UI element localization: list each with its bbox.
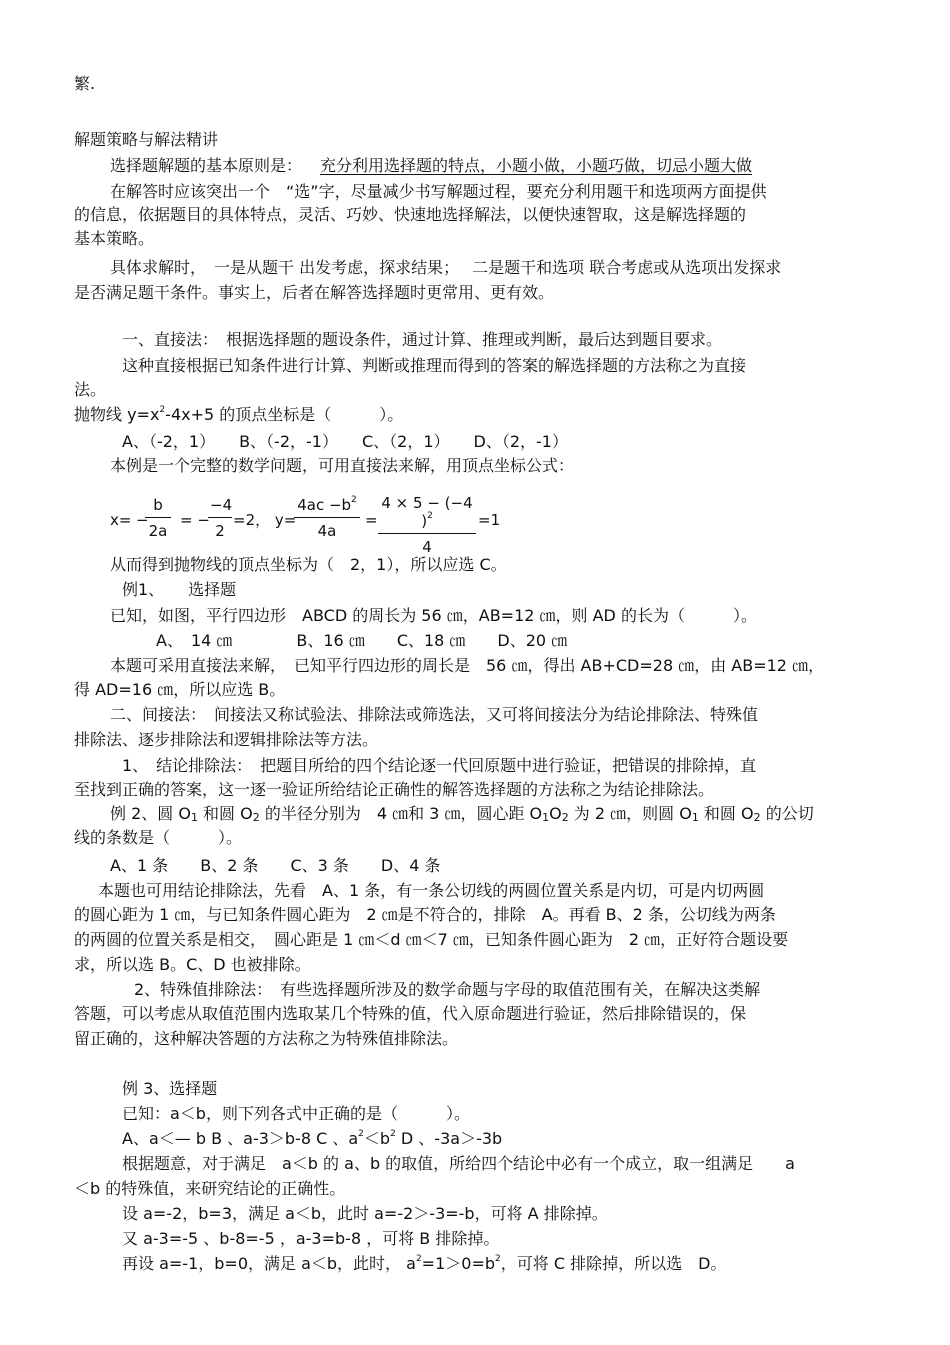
text-line: 得 AD=16 ㎝，所以应选 B。 bbox=[74, 680, 286, 699]
fraction-minus4-2 bbox=[208, 496, 232, 540]
subscript: 1 bbox=[691, 811, 699, 824]
text-line: 具体求解时， 一是从题干 出发考虑，探求结果； 二是题干和选项 联合考虑或从选项出发探求 bbox=[110, 258, 782, 277]
subscript: 2 bbox=[753, 811, 761, 824]
subscript: 1 bbox=[542, 811, 550, 824]
formula-minus: − bbox=[136, 511, 149, 529]
text-line: 答题，可以考虑从取值范围内选取某几个特殊的值，代入原命题进行验证，然后排除错误的，保 bbox=[74, 1004, 747, 1023]
text-line: 的两圆的位置关系是相交， 圆心距是 1 ㎝＜d ㎝＜7 ㎝，已知条件圆心距为 2 ㎝，正好符合题设要 bbox=[74, 930, 789, 949]
fraction-denominator: 2 bbox=[215, 522, 225, 540]
superscript: 2 bbox=[351, 495, 357, 505]
text-line: 设 a=-2，b=3，满足 a＜b，此时 a=-2＞-3=-b，可将 A 排除掉。 bbox=[122, 1204, 608, 1223]
text-line: 本题可采用直接法来解， 已知平行四边形的周长是 56 ㎝，得出 AB+CD=28 ㎝，由 AB=12 ㎝， bbox=[110, 656, 825, 675]
question-part: 的公切 bbox=[760, 804, 814, 823]
options-line: A、（-2，1） B、（-2，-1） C、（2，1） D、（2，-1） bbox=[122, 432, 568, 451]
text-line: 这种直接根据已知条件进行计算、判断或推理而得到的答案的解选择题的方法称之为直接 bbox=[122, 356, 747, 375]
numerator-text: 4 × 5 − (−4 ) bbox=[381, 494, 473, 530]
subsection-special-value-elimination: 2、特殊值排除法： 有些选择题所涉及的数学命题与字母的取值范围有关，在解决这类解 bbox=[134, 980, 761, 999]
superscript: 2 bbox=[427, 511, 433, 521]
subscript: 2 bbox=[252, 811, 260, 824]
text-line: 本例是一个完整的数学问题，可用直接法来解，用顶点坐标公式： bbox=[110, 456, 575, 475]
text-line: 从而得到抛物线的顶点坐标为（ 2，1），所以应选 C。 bbox=[110, 555, 507, 574]
text-part: 再设 a=-1，b=0，满足 a＜b，此时， a bbox=[122, 1254, 416, 1273]
text-line: 留正确的，这种解决答题的方法称之为特殊值排除法。 bbox=[74, 1029, 459, 1048]
fraction-numerator: b bbox=[145, 496, 171, 518]
text-line: 根据题意，对于满足 a＜b 的 a、b 的取值，所给四个结论中必有一个成立，取一组满足 a bbox=[122, 1154, 795, 1173]
formula-equals: = − bbox=[180, 511, 210, 529]
options-line bbox=[122, 1129, 502, 1149]
text-part: =1＞0=b bbox=[421, 1254, 496, 1273]
options-line: A、1 条 B、2 条 C、3 条 D、4 条 bbox=[110, 856, 441, 875]
question-part: 抛物线 y=x bbox=[74, 405, 160, 424]
superscript: 2 bbox=[159, 405, 166, 415]
superscript: 2 bbox=[495, 1254, 501, 1264]
superscript: 2 bbox=[390, 1129, 396, 1139]
question-line bbox=[74, 405, 403, 425]
option-part: D 、-3a＞-3b bbox=[395, 1129, 503, 1148]
text-line bbox=[110, 156, 788, 176]
text-line: 求，所以选 B。C、D 也被排除。 bbox=[74, 955, 311, 974]
fraction-numerator bbox=[378, 494, 476, 534]
question-part: 和圆 O bbox=[197, 804, 253, 823]
text-line: 至找到正确的答案，这一逐一验证所给结论正确性的解答选择题的方法称之为结论排除法。 bbox=[74, 780, 715, 799]
question-part: O bbox=[549, 804, 562, 823]
text-line: ＜b 的特殊值，来研究结论的正确性。 bbox=[74, 1179, 346, 1198]
text-line: 法。 bbox=[74, 380, 107, 399]
example-heading: 例 3、选择题 bbox=[122, 1079, 218, 1098]
question-part: 例 2、圆 O bbox=[110, 804, 191, 823]
fraction-denominator: 4a bbox=[317, 522, 337, 540]
options-line: A、 14 ㎝ B、16 ㎝ C、18 ㎝ D、20 ㎝ bbox=[156, 631, 568, 650]
text-line: 本题也可用结论排除法，先看 A、1 条，有一条公切线的两圆位置关系是内切，可是内切两圆 bbox=[98, 881, 765, 900]
fraction-denominator: 2a bbox=[148, 522, 168, 540]
principle-label: 选择题解题的基本原则是： bbox=[110, 156, 303, 175]
fraction-denominator: 4 bbox=[422, 538, 432, 556]
subscript: 1 bbox=[190, 811, 198, 824]
text-line: 的圆心距为 1 ㎝，与已知条件圆心距为 2 ㎝是不符合的，排除 A。再看 B、2 条，公切线为两条 bbox=[74, 905, 776, 924]
fraction-b-2a bbox=[145, 496, 171, 540]
option-part: ＜b bbox=[363, 1129, 391, 1148]
fraction-4ac-b2 bbox=[294, 496, 360, 540]
section-indirect-method: 二、间接法： 间接法又称试验法、排除法或筛选法，又可将间接法分为结论排除法、特殊值 bbox=[110, 705, 759, 724]
text-line bbox=[122, 1254, 726, 1274]
text-line: 在解答时应该突出一个 “选”字，尽量减少书写解题过程，要充分利用题干和选项两方面提供 bbox=[110, 182, 767, 201]
formula-x: x= bbox=[110, 511, 132, 529]
subsection-conclusion-elimination: 1、 结论排除法： 把题目所给的四个结论逐一代回原题中进行验证，把错误的排除掉，直 bbox=[122, 756, 757, 775]
question-part: 的半径分别为 4 ㎝和 3 ㎝，圆心距 O bbox=[259, 804, 543, 823]
superscript: 2 bbox=[415, 1254, 422, 1264]
question-part: 为 2 ㎝，则圆 O bbox=[568, 804, 692, 823]
question-line bbox=[110, 804, 814, 824]
formula-equals: = bbox=[365, 511, 378, 529]
superscript: 2 bbox=[358, 1129, 364, 1139]
option-part: A、a＜— b B 、a-3＞b-8 C 、a bbox=[122, 1129, 359, 1148]
text-line: 基本策略。 bbox=[74, 229, 155, 248]
formula-equals: =1 bbox=[478, 511, 501, 529]
question-line: 已知：a＜b，则下列各式中正确的是（ ）。 bbox=[122, 1104, 470, 1123]
text-line: 排除法、逐步排除法和逻辑排除法等方法。 bbox=[74, 730, 379, 749]
text-line: 是否满足题干条件。事实上，后者在解答选择题时更常用、更有效。 bbox=[74, 283, 555, 302]
question-part: 和圆 O bbox=[698, 804, 754, 823]
text-line: 的信息，依据题目的具体特点，灵活、巧妙、快速地选择解法，以便快速智取，这是解选择题的 bbox=[74, 205, 747, 224]
fraction-numerator bbox=[294, 496, 360, 518]
subscript: 2 bbox=[561, 811, 569, 824]
text-line: 又 a-3=-5 、b-8=-5 ，a-3=b-8 ，可将 B 排除掉。 bbox=[122, 1229, 500, 1248]
text-line: 繁. bbox=[74, 74, 96, 93]
section-direct-method: 一、直接法： 根据选择题的题设条件，通过计算、推理或判断，最后达到题目要求。 bbox=[122, 330, 723, 349]
section-heading: 解题策略与解法精讲 bbox=[74, 130, 219, 149]
example-heading: 例1、 选择题 bbox=[122, 580, 237, 599]
fraction-numerator: −4 bbox=[208, 496, 232, 518]
question-part: -4x+5 的顶点坐标是（ ）。 bbox=[165, 405, 404, 424]
formula-equals: =2， y= bbox=[233, 511, 297, 529]
text-part: ，可将 C 排除掉，所以选 D。 bbox=[500, 1254, 727, 1273]
fraction-substituted bbox=[378, 494, 476, 556]
question-line: 已知，如图，平行四边形 ABCD 的周长为 56 ㎝，AB=12 ㎝，则 AD 的长为（ ）。 bbox=[110, 606, 757, 625]
principle-underlined: 充分利用选择题的特点，小题小做，小题巧做，切忌小题大做 bbox=[320, 156, 753, 175]
numerator-text: 4ac −b bbox=[297, 496, 352, 514]
text-line: 线的条数是（ ）。 bbox=[74, 828, 243, 847]
